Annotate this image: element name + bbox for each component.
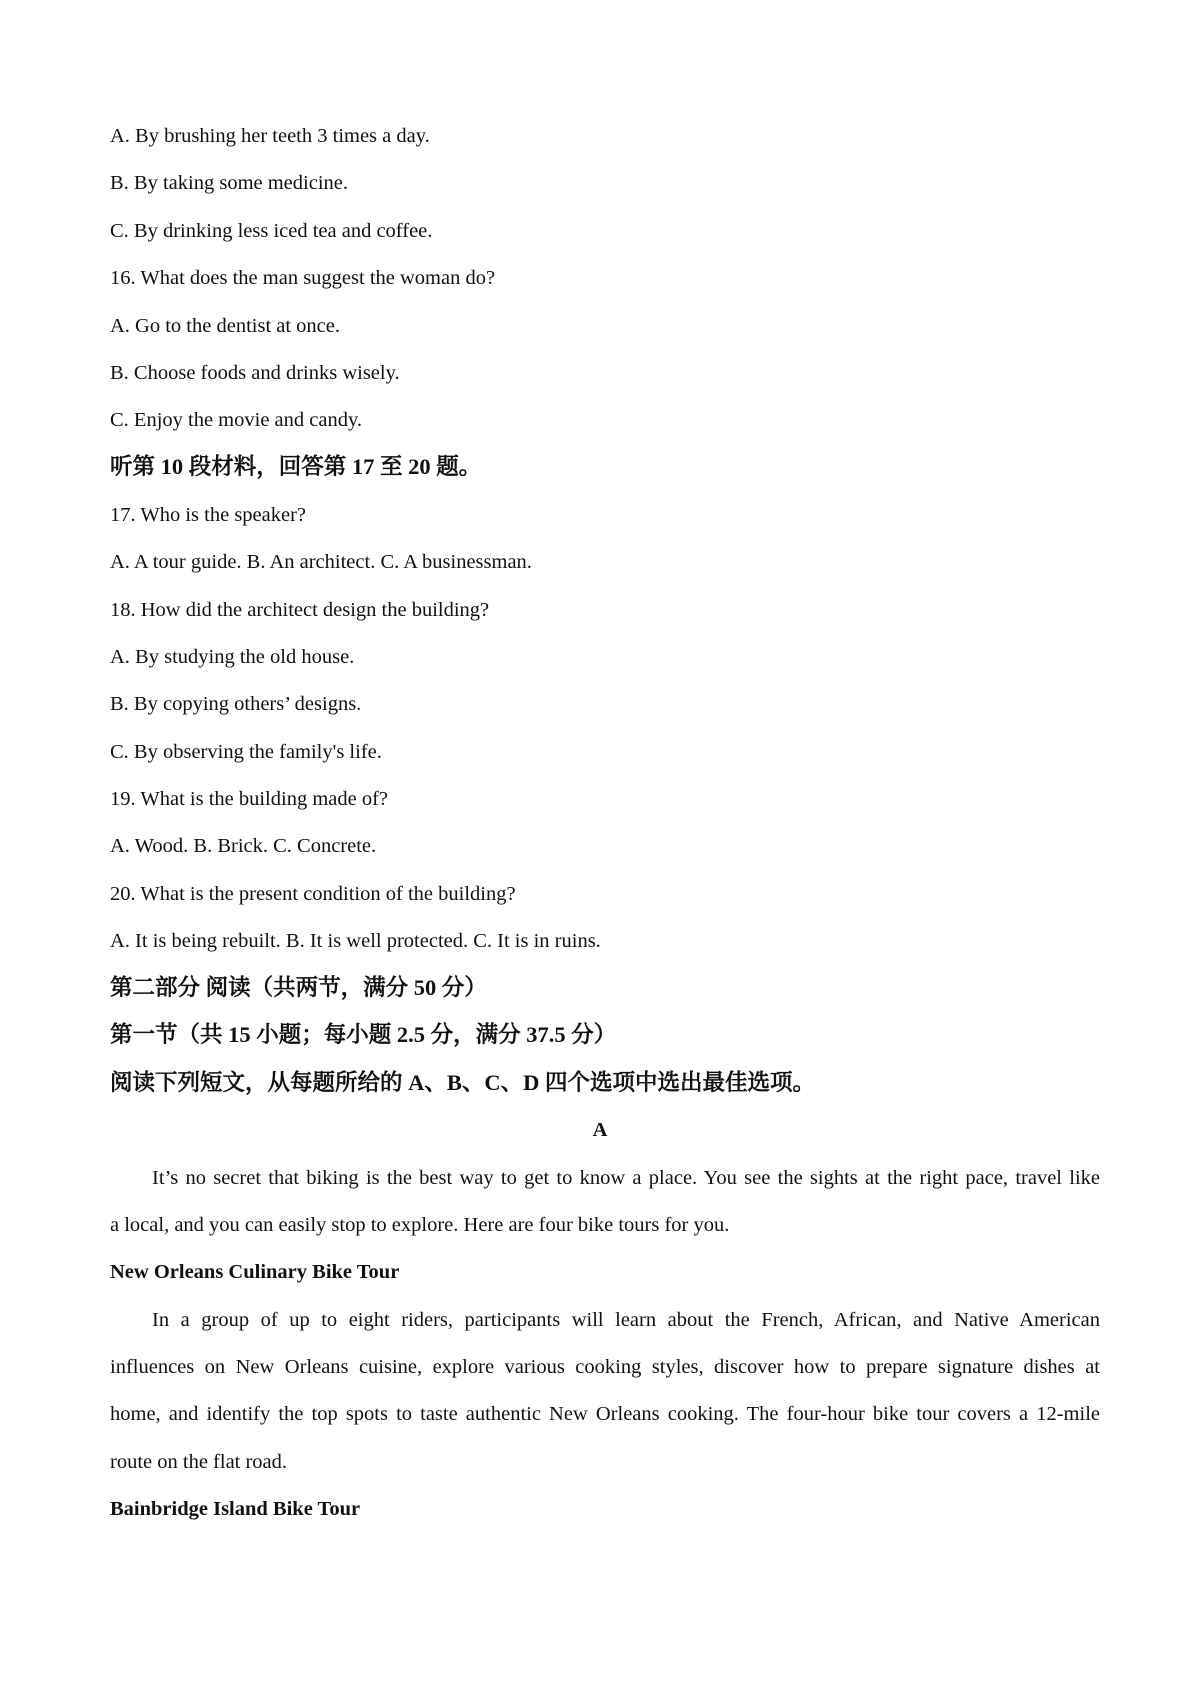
tour1-line-2: influences on New Orleans cuisine, explore various cooking styles, discover how to prepare signature dishes at	[110, 1356, 1100, 1378]
tour1-line-3: home, and identify the top spots to taste authentic New Orleans cooking. The four-hour bike tour covers a 12-mile	[110, 1403, 1100, 1425]
reading-instruction: 阅读下列短文，从每题所给的 A、B、C、D 四个选项中选出最佳选项。	[110, 1070, 816, 1095]
tour1-line-4: route on the flat road.	[110, 1451, 288, 1473]
passage-label: A	[592, 1119, 608, 1141]
q16-question: 16. What does the man suggest the woman do?	[110, 267, 496, 289]
q19-options: A. Wood. B. Brick. C. Concrete.	[110, 835, 377, 857]
q18-option-b: B. By copying others’ designs.	[110, 693, 362, 715]
q15-option-b: B. By taking some medicine.	[110, 172, 348, 194]
q17-question: 17. Who is the speaker?	[110, 504, 307, 526]
tour1-title: New Orleans Culinary Bike Tour	[110, 1261, 400, 1283]
passage-intro-line-2: a local, and you can easily stop to explore. Here are four bike tours for you.	[110, 1214, 730, 1236]
q18-option-a: A. By studying the old house.	[110, 646, 355, 668]
q16-option-b: B. Choose foods and drinks wisely.	[110, 362, 400, 384]
q16-option-c: C. Enjoy the movie and candy.	[110, 409, 363, 431]
q18-question: 18. How did the architect design the building?	[110, 599, 490, 621]
tour2-title: Bainbridge Island Bike Tour	[110, 1498, 361, 1520]
q15-option-a: A. By brushing her teeth 3 times a day.	[110, 125, 430, 147]
q15-option-c: C. By drinking less iced tea and coffee.	[110, 220, 433, 242]
q18-option-c: C. By observing the family's life.	[110, 741, 382, 763]
section1-title: 第一节（共 15 小题；每小题 2.5 分，满分 37.5 分）	[110, 1022, 617, 1047]
passage-intro-line-1: It’s no secret that biking is the best way to get to know a place. You see the sights at the right pace, travel like	[152, 1167, 1100, 1189]
tour1-line-1: In a group of up to eight riders, participants will learn about the French, African, and Native American	[152, 1309, 1100, 1331]
part2-title: 第二部分 阅读（共两节，满分 50 分）	[110, 975, 487, 1000]
q16-option-a: A. Go to the dentist at once.	[110, 315, 341, 337]
q20-options: A. It is being rebuilt. B. It is well protected. C. It is in ruins.	[110, 930, 601, 952]
q20-question: 20. What is the present condition of the building?	[110, 883, 516, 905]
q19-question: 19. What is the building made of?	[110, 788, 389, 810]
q17-options: A. A tour guide. B. An architect. C. A businessman.	[110, 551, 532, 573]
section10-instruction: 听第 10 段材料，回答第 17 至 20 题。	[110, 454, 482, 479]
